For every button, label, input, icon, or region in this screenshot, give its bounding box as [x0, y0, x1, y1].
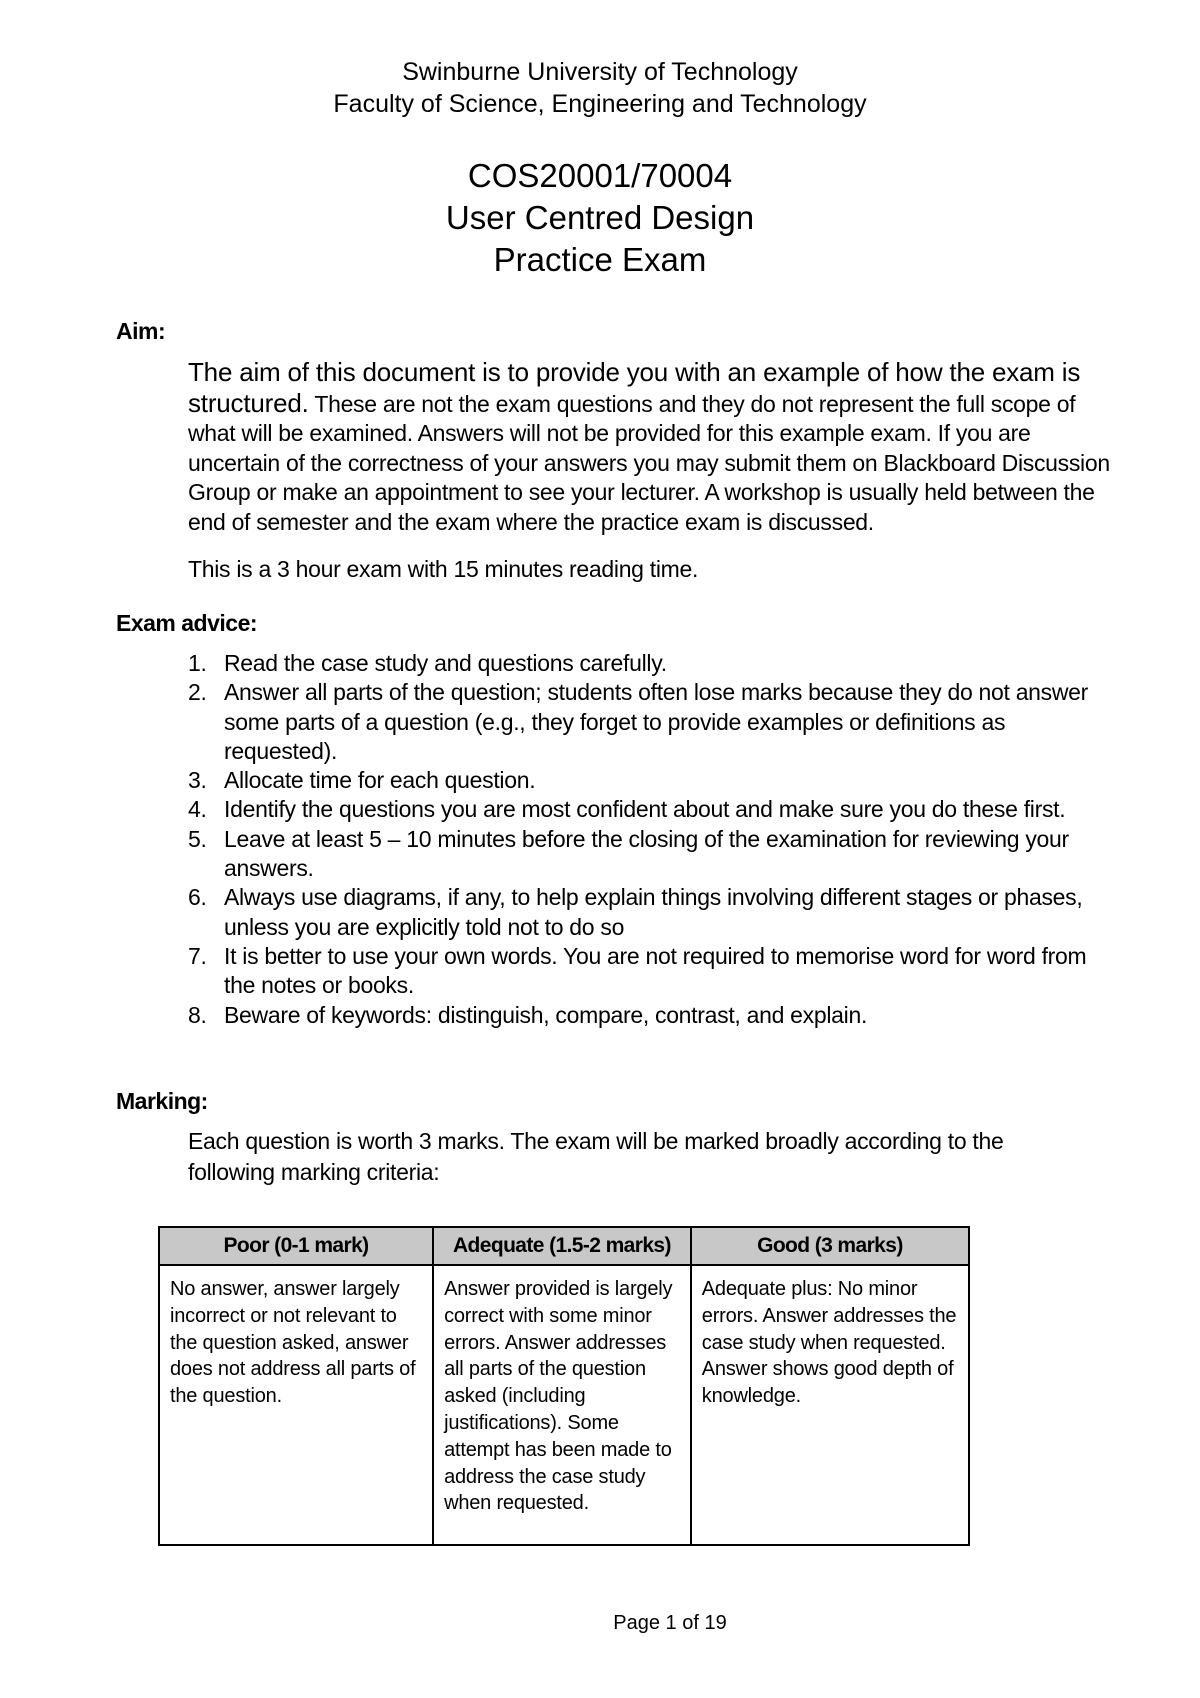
list-item: 3. Allocate time for each question. [188, 767, 536, 794]
cell-poor-criteria: No answer, answer largely incorrect or not relevant to the question asked, answer does not address all parts of the question. [159, 1265, 433, 1545]
table-row [159, 1265, 969, 1545]
institution-header [0, 56, 1200, 120]
header-good: Good (3 marks) [691, 1227, 969, 1265]
page-number: Page 1 of 19 [613, 1612, 727, 1634]
cell-adequate-criteria: Answer provided is largely correct with some minor errors. Answer addresses all parts of the question asked (including justifications). Some attempt has been made to address the case study when requested. [433, 1265, 691, 1545]
marking-intro: Each question is worth 3 marks. The exam will be marked broadly according to the following marking criteria: [188, 1128, 1004, 1185]
list-item: 8. Beware of keywords: distinguish, compare, contrast, and explain. [188, 1001, 868, 1028]
cell-good-criteria: Adequate plus: No minor errors. Answer addresses the case study when requested. Answer shows good depth of knowledge. [691, 1265, 969, 1545]
university-name: Swinburne University of Technology [402, 58, 798, 86]
unit-name: User Centred Design [445, 199, 755, 236]
list-item: 6. Always use diagrams, if any, to help explain things involving different stages or phases, unless you are explicitly told not to do so [188, 884, 1083, 940]
marking-criteria-table [158, 1226, 970, 1546]
header-adequate: Adequate (1.5-2 marks) [433, 1227, 691, 1265]
aim-lead-sentence: The aim of this document is to provide you with an example of how the exam is structured. [188, 357, 1081, 418]
aim-paragraph [188, 358, 1118, 537]
aim-heading: Aim: [116, 318, 166, 344]
unit-code: COS20001/70004 [467, 157, 733, 194]
list-item: 5. Leave at least 5 – 10 minutes before the closing of the examination for reviewing your answers. [188, 825, 1069, 882]
list-item: 2. Answer all parts of the question; students often lose marks because they do not answer some parts of a question (e.g., they forget to provide examples or definitions as requested). [188, 679, 1089, 764]
list-item: 1. Read the case study and questions carefully. [188, 650, 667, 676]
exam-duration-text: This is a 3 hour exam with 15 minutes reading time. [188, 556, 699, 582]
exam-advice-list [188, 649, 1118, 1030]
header-poor: Poor (0-1 mark) [159, 1227, 433, 1265]
list-item: 4. Identify the questions you are most confident about and make sure you do these first. [188, 796, 1066, 823]
marking-heading: Marking: [116, 1088, 208, 1114]
exam-advice-heading: Exam advice: [116, 610, 258, 636]
document-title: Practice Exam [493, 241, 707, 278]
course-title-block [0, 155, 1200, 281]
table-header-row [159, 1227, 969, 1265]
list-item: 7. It is better to use your own words. You are not required to memorise word for word from the notes or books. [188, 942, 1087, 999]
faculty-name: Faculty of Science, Engineering and Technology [333, 90, 867, 118]
aim-body-text: These are not the exam questions and they do not represent the full scope of what will be examined. Answers will not be provided for this example exam. If you are uncertain of the correctness of your answers you may submit them on Blackboard Discussion Group or make an appointment to see your lecturer. A workshop is usually held between the end of semester and the exam where the practice exam is discussed. [188, 390, 1110, 535]
